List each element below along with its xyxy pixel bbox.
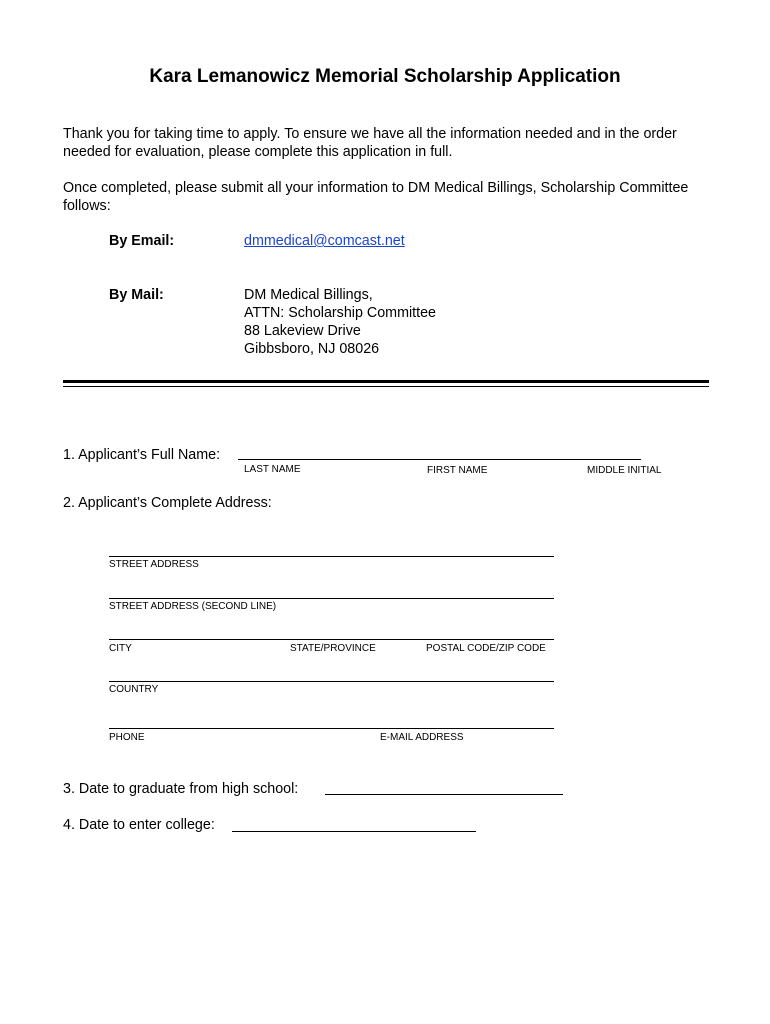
full-name-field[interactable] bbox=[238, 459, 641, 460]
email-label: By Email: bbox=[109, 233, 175, 249]
middle-initial-caption: MIDDLE INITIAL bbox=[587, 465, 662, 476]
phone-email-field[interactable] bbox=[109, 728, 554, 729]
mailing-address bbox=[244, 286, 436, 358]
mail-line: ATTN: Scholarship Committee bbox=[244, 305, 437, 321]
city-state-zip-field[interactable] bbox=[109, 639, 554, 640]
mail-label: By Mail: bbox=[109, 287, 164, 303]
country-field[interactable] bbox=[109, 681, 554, 682]
mail-line: Gibbsboro, NJ 08026 bbox=[244, 341, 380, 357]
address-label: 2. Applicant’s Complete Address: bbox=[63, 495, 272, 511]
section-divider bbox=[63, 380, 709, 383]
graduation-date-label: 3. Date to graduate from high school: bbox=[63, 781, 299, 797]
street-address-caption: STREET ADDRESS bbox=[109, 559, 199, 570]
street-address-2-field[interactable] bbox=[109, 598, 554, 599]
street-address-2-caption: STREET ADDRESS (SECOND LINE) bbox=[109, 601, 277, 612]
intro-paragraph: Thank you for taking time to apply. To ensure we have all the information needed and in the order needed for evaluation, please complete this application in full. bbox=[63, 126, 677, 160]
college-date-field[interactable] bbox=[232, 831, 476, 832]
graduation-date-field[interactable] bbox=[325, 794, 563, 795]
section-divider-thin bbox=[63, 386, 709, 387]
first-name-caption: FIRST NAME bbox=[427, 465, 488, 476]
country-caption: COUNTRY bbox=[109, 684, 159, 695]
last-name-caption: LAST NAME bbox=[244, 464, 301, 475]
mail-line: 88 Lakeview Drive bbox=[244, 323, 361, 339]
page-title: Kara Lemanowicz Memorial Scholarship Application bbox=[149, 66, 621, 87]
submit-instructions: Once completed, please submit all your information to DM Medical Billings, Scholarship Committee follows: bbox=[63, 180, 689, 214]
state-caption: STATE/PROVINCE bbox=[290, 643, 376, 654]
mail-line: DM Medical Billings, bbox=[244, 287, 373, 303]
postal-code-caption: POSTAL CODE/ZIP CODE bbox=[426, 643, 546, 654]
email-address-caption: E-MAIL ADDRESS bbox=[380, 732, 464, 743]
city-caption: CITY bbox=[109, 643, 132, 654]
email-link[interactable]: dmmedical@comcast.net bbox=[244, 233, 405, 249]
college-date-label: 4. Date to enter college: bbox=[63, 817, 215, 833]
street-address-field[interactable] bbox=[109, 556, 554, 557]
full-name-label: 1. Applicant’s Full Name: bbox=[63, 447, 221, 463]
phone-caption: PHONE bbox=[109, 732, 145, 743]
